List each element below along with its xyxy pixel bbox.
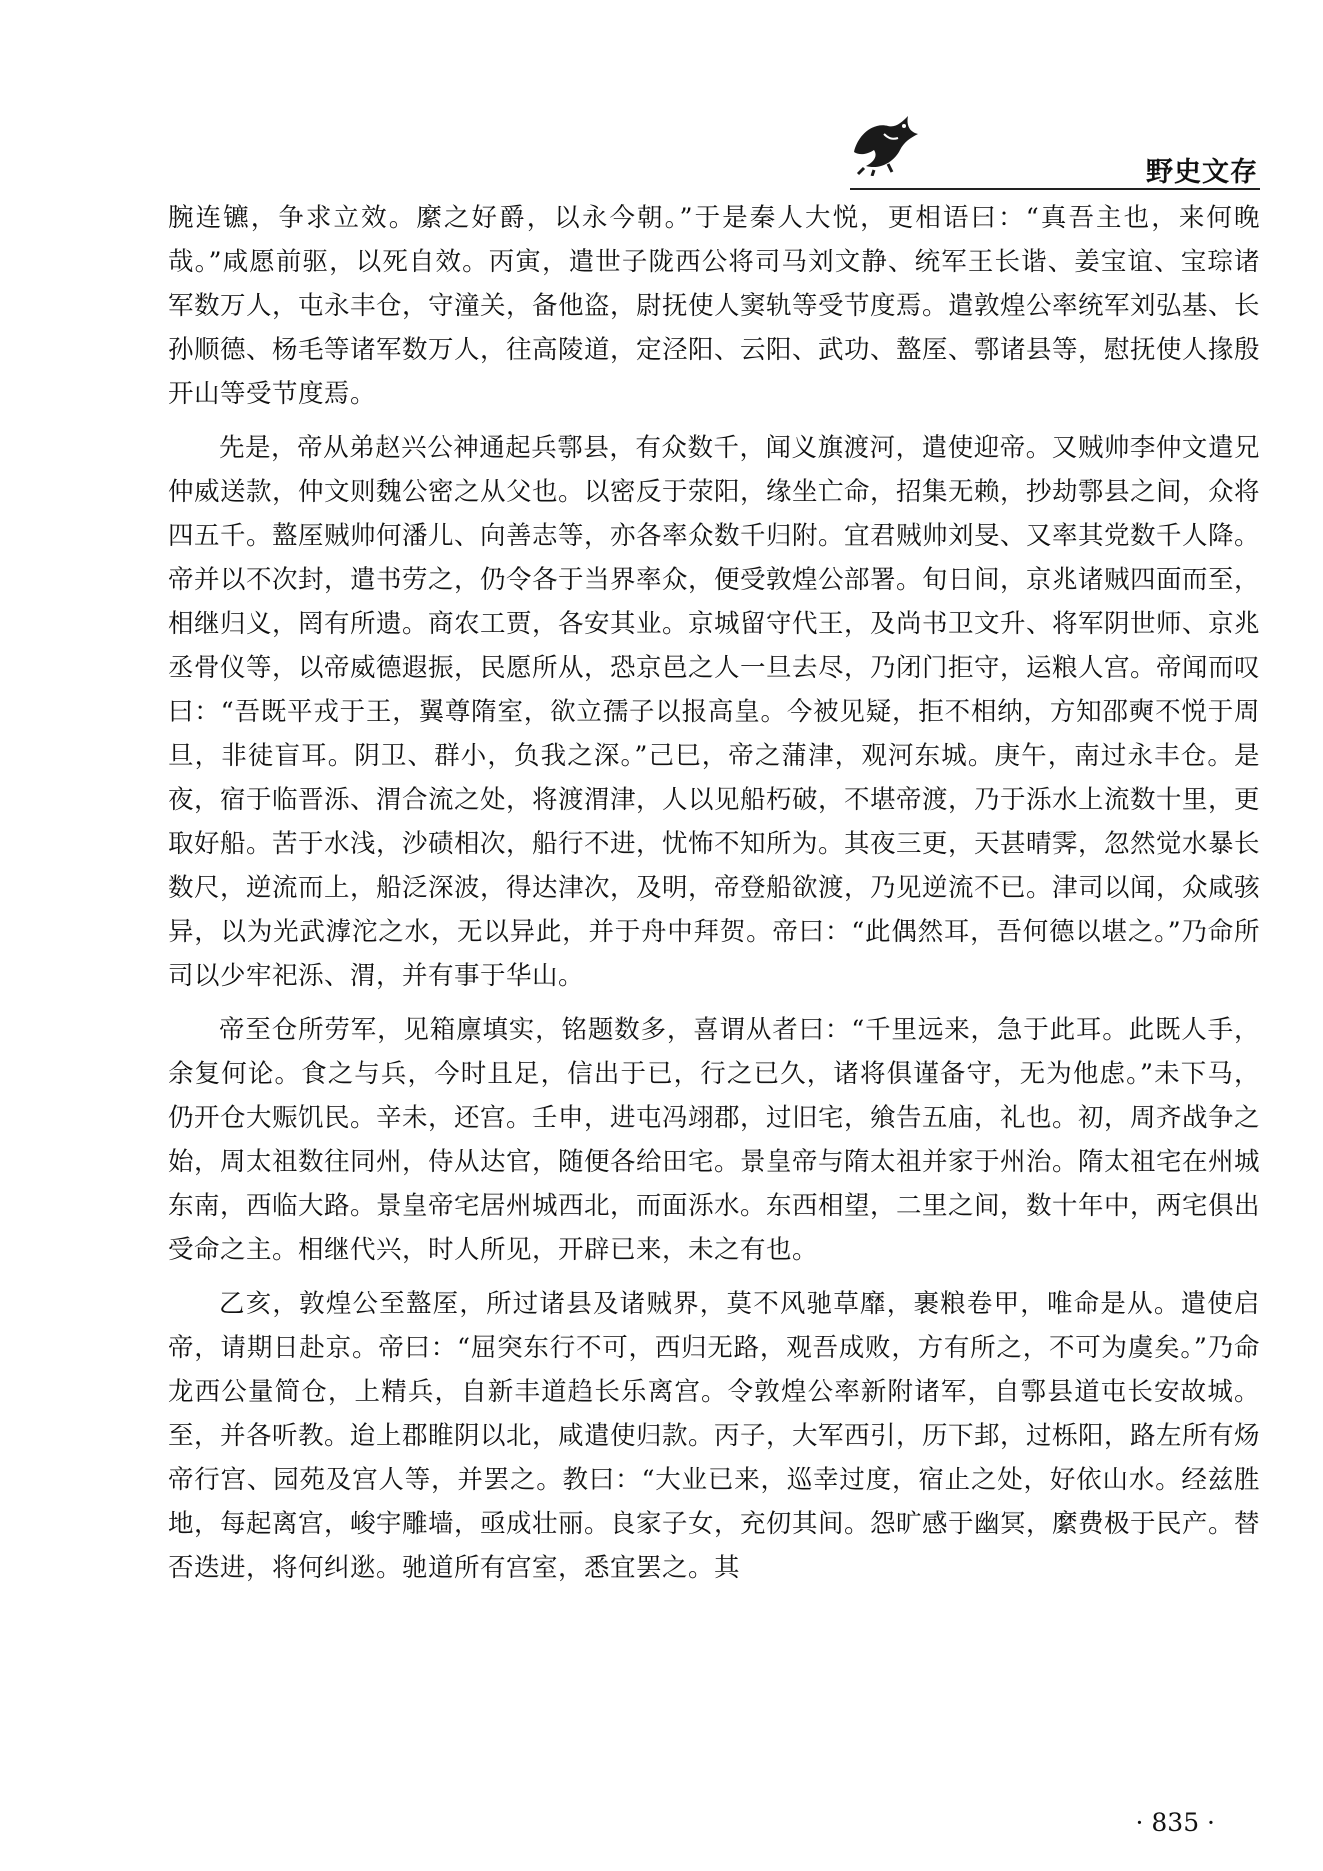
paragraph-4: 乙亥，敦煌公至盩厔，所过诸县及诸贼界，莫不风驰草靡，裹粮卷甲，唯命是从。遣使启帝，请期日赴京。帝曰：“屈突东行不可，西归无路，观吾成败，方有所之，不可为虞矣。”乃命龙西公量简仓，上精兵，自新丰道趋长乐离宫。令敦煌公率新附诸军，自鄠县道屯长安故城。至，并各听教。迨上郡睢阴以北，咸遣使归款。丙子，大军西引，历下邽，过栎阳，路左所有炀帝行宫、园苑及宫人等，并罢之。教曰：“大业已来，巡幸过度，宿止之处，好依山水。经兹胜地，每起离宫，峻宇雕墙，亟成壮丽。良家子女，充仞其间。怨旷感于幽冥，縻费极于民产。替否迭进，将何纠逖。驰道所有宫室，悉宜罢之。其: [168, 1289, 1261, 1583]
running-header: [840, 108, 1260, 192]
header-title: 野史文存: [1146, 157, 1258, 188]
paragraph-3: 帝至仓所劳军，见箱廪填实，铭题数多，喜谓从者曰：“千里远来，急于此耳。此既人手，余复何论。食之与兵，今时且足，信出于已，行之已久，诸将俱谨备守，无为他虑。”未下马，仍开仓大赈饥民。辛未，还宫。壬申，进屯冯翊郡，过旧宅，飨告五庙，礼也。初，周齐战争之始，周太祖数往同州，侍从达官，随便各给田宅。景皇帝与隋太祖并家于州治。隋太祖宅在州城东南，西临大路。景皇帝宅居州城西北，而面泺水。东西相望，二里之间，数十年中，两宅俱出受命之主。相继代兴，时人所见，开辟已来，未之有也。: [168, 1015, 1261, 1265]
paragraph-1: 腕连镳，争求立效。縻之好爵，以永今朝。”于是秦人大悦，更相语曰：“真吾主也，来何晚哉。”咸愿前驱，以死自效。丙寅，遣世子陇西公将司马刘文静、统军王长谐、姜宝谊、宝琮诸军数万人，屯永丰仓，守潼关，备他盗，尉抚使人窦轨等受节度焉。遣敦煌公率统军刘弘基、长孙顺德、杨毛等诸军数万人，往高陵道，定泾阳、云阳、武功、盩厔、鄠诸县等，慰抚使人掾殷开山等受节度焉。: [168, 203, 1261, 409]
page-number: · 835 ·: [1135, 1808, 1215, 1837]
main-text: [168, 196, 1260, 1590]
dragon-emblem-icon: [844, 112, 924, 176]
header-divider: [850, 188, 1260, 190]
paragraph-2: 先是，帝从弟赵兴公神通起兵鄠县，有众数千，闻义旗渡河，遣使迎帝。又贼帅李仲文遣兄仲威送款，仲文则魏公密之从父也。以密反于荥阳，缘坐亡命，招集无赖，抄劫鄠县之间，众将四五千。盩厔贼帅何潘儿、向善志等，亦各率众数千归附。宜君贼帅刘旻、又率其党数千人降。帝并以不次封，遣书劳之，仍令各于当界率众，便受敦煌公部署。旬日间，京兆诸贼四面而至，相继归义，罔有所遗。商农工贾，各安其业。京城留守代王，及尚书卫文升、将军阴世师、京兆丞骨仪等，以帝威德遐振，民愿所从，恐京邑之人一旦去尽，乃闭门拒守，运粮人宫。帝闻而叹曰：“吾既平戎于王，翼尊隋室，欲立孺子以报高皇。今被见疑，拒不相纳，方知邵奭不悦于周旦，非徒盲耳。阴卫、群小，负我之深。”己巳，帝之蒲津，观河东城。庚午，南过永丰仓。是夜，宿于临晋泺、渭合流之处，将渡渭津，人以见船朽破，不堪帝渡，乃于泺水上流数十里，更取好船。苦于水浅，沙碛相次，船行不进，忧怖不知所为。其夜三更，天甚晴霁，忽然觉水暴长数尺，逆流而上，船泛深波，得达津次，及明，帝登船欲渡，乃见逆流不已。津司以闻，众咸骇异，以为光武滹沱之水，无以异此，并于舟中拜贺。帝曰：“此偶然耳，吾何德以堪之。”乃命所司以少牢祀泺、渭，并有事于华山。: [168, 433, 1261, 991]
